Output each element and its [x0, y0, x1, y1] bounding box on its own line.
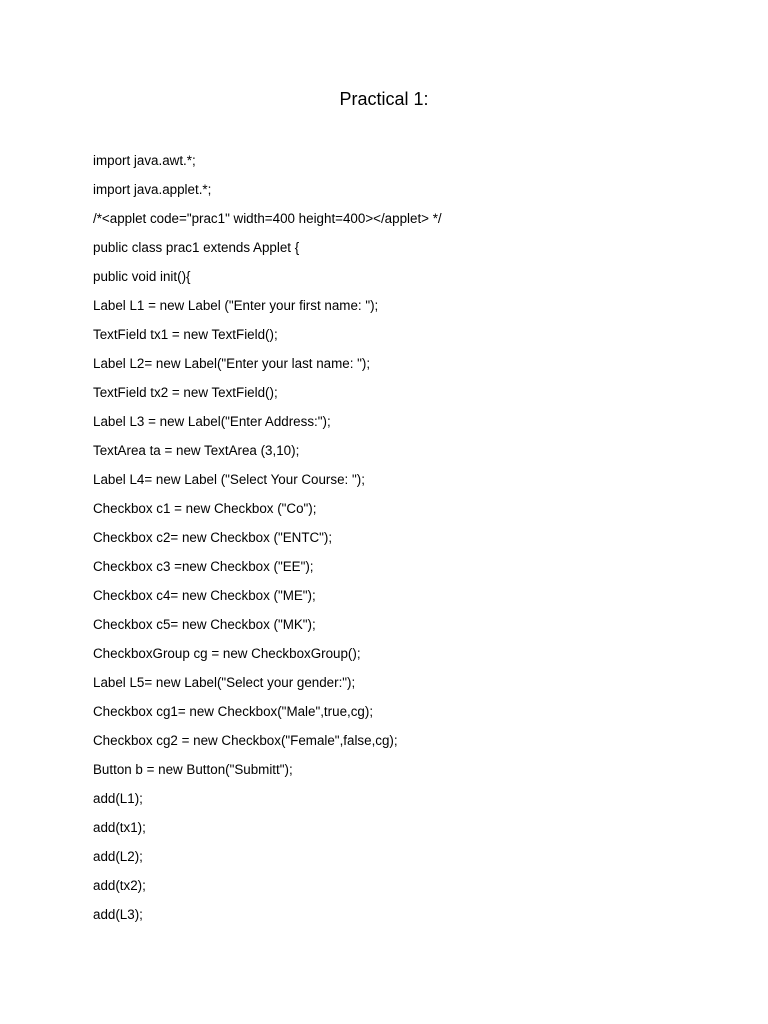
code-line: Checkbox c1 = new Checkbox ("Co");	[93, 501, 317, 516]
code-line: TextField tx1 = new TextField();	[93, 327, 278, 342]
code-line: /*<applet code="prac1" width=400 height=400></applet> */	[93, 211, 442, 226]
code-line: CheckboxGroup cg = new CheckboxGroup();	[93, 646, 361, 661]
page-title: Practical 1:	[339, 89, 429, 109]
code-line: add(tx1);	[93, 820, 146, 835]
code-listing	[93, 150, 733, 933]
code-line: Checkbox c4= new Checkbox ("ME");	[93, 588, 316, 603]
code-line: Label L1 = new Label ("Enter your first name: ");	[93, 298, 379, 313]
code-line: Button b = new Button("Submitt");	[93, 762, 293, 777]
code-line: Label L3 = new Label("Enter Address:");	[93, 414, 331, 429]
code-line: import java.awt.*;	[93, 153, 196, 168]
code-line: public void init(){	[93, 269, 191, 284]
code-line: Checkbox cg2 = new Checkbox("Female",false,cg);	[93, 733, 398, 748]
code-line: Label L5= new Label("Select your gender:");	[93, 675, 356, 690]
code-line: add(L1);	[93, 791, 143, 806]
code-line: Label L4= new Label ("Select Your Course: ");	[93, 472, 365, 487]
code-line: TextField tx2 = new TextField();	[93, 385, 278, 400]
code-line: add(tx2);	[93, 878, 146, 893]
code-line: public class prac1 extends Applet {	[93, 240, 300, 255]
code-line: Checkbox c3 =new Checkbox ("EE");	[93, 559, 314, 574]
code-line: import java.applet.*;	[93, 182, 212, 197]
code-line: Checkbox c5= new Checkbox ("MK");	[93, 617, 316, 632]
code-line: Checkbox c2= new Checkbox ("ENTC");	[93, 530, 333, 545]
code-line: TextArea ta = new TextArea (3,10);	[93, 443, 300, 458]
code-line: add(L3);	[93, 907, 143, 922]
code-line: add(L2);	[93, 849, 143, 864]
code-line: Checkbox cg1= new Checkbox("Male",true,cg);	[93, 704, 374, 719]
code-line: Label L2= new Label("Enter your last name: ");	[93, 356, 371, 371]
